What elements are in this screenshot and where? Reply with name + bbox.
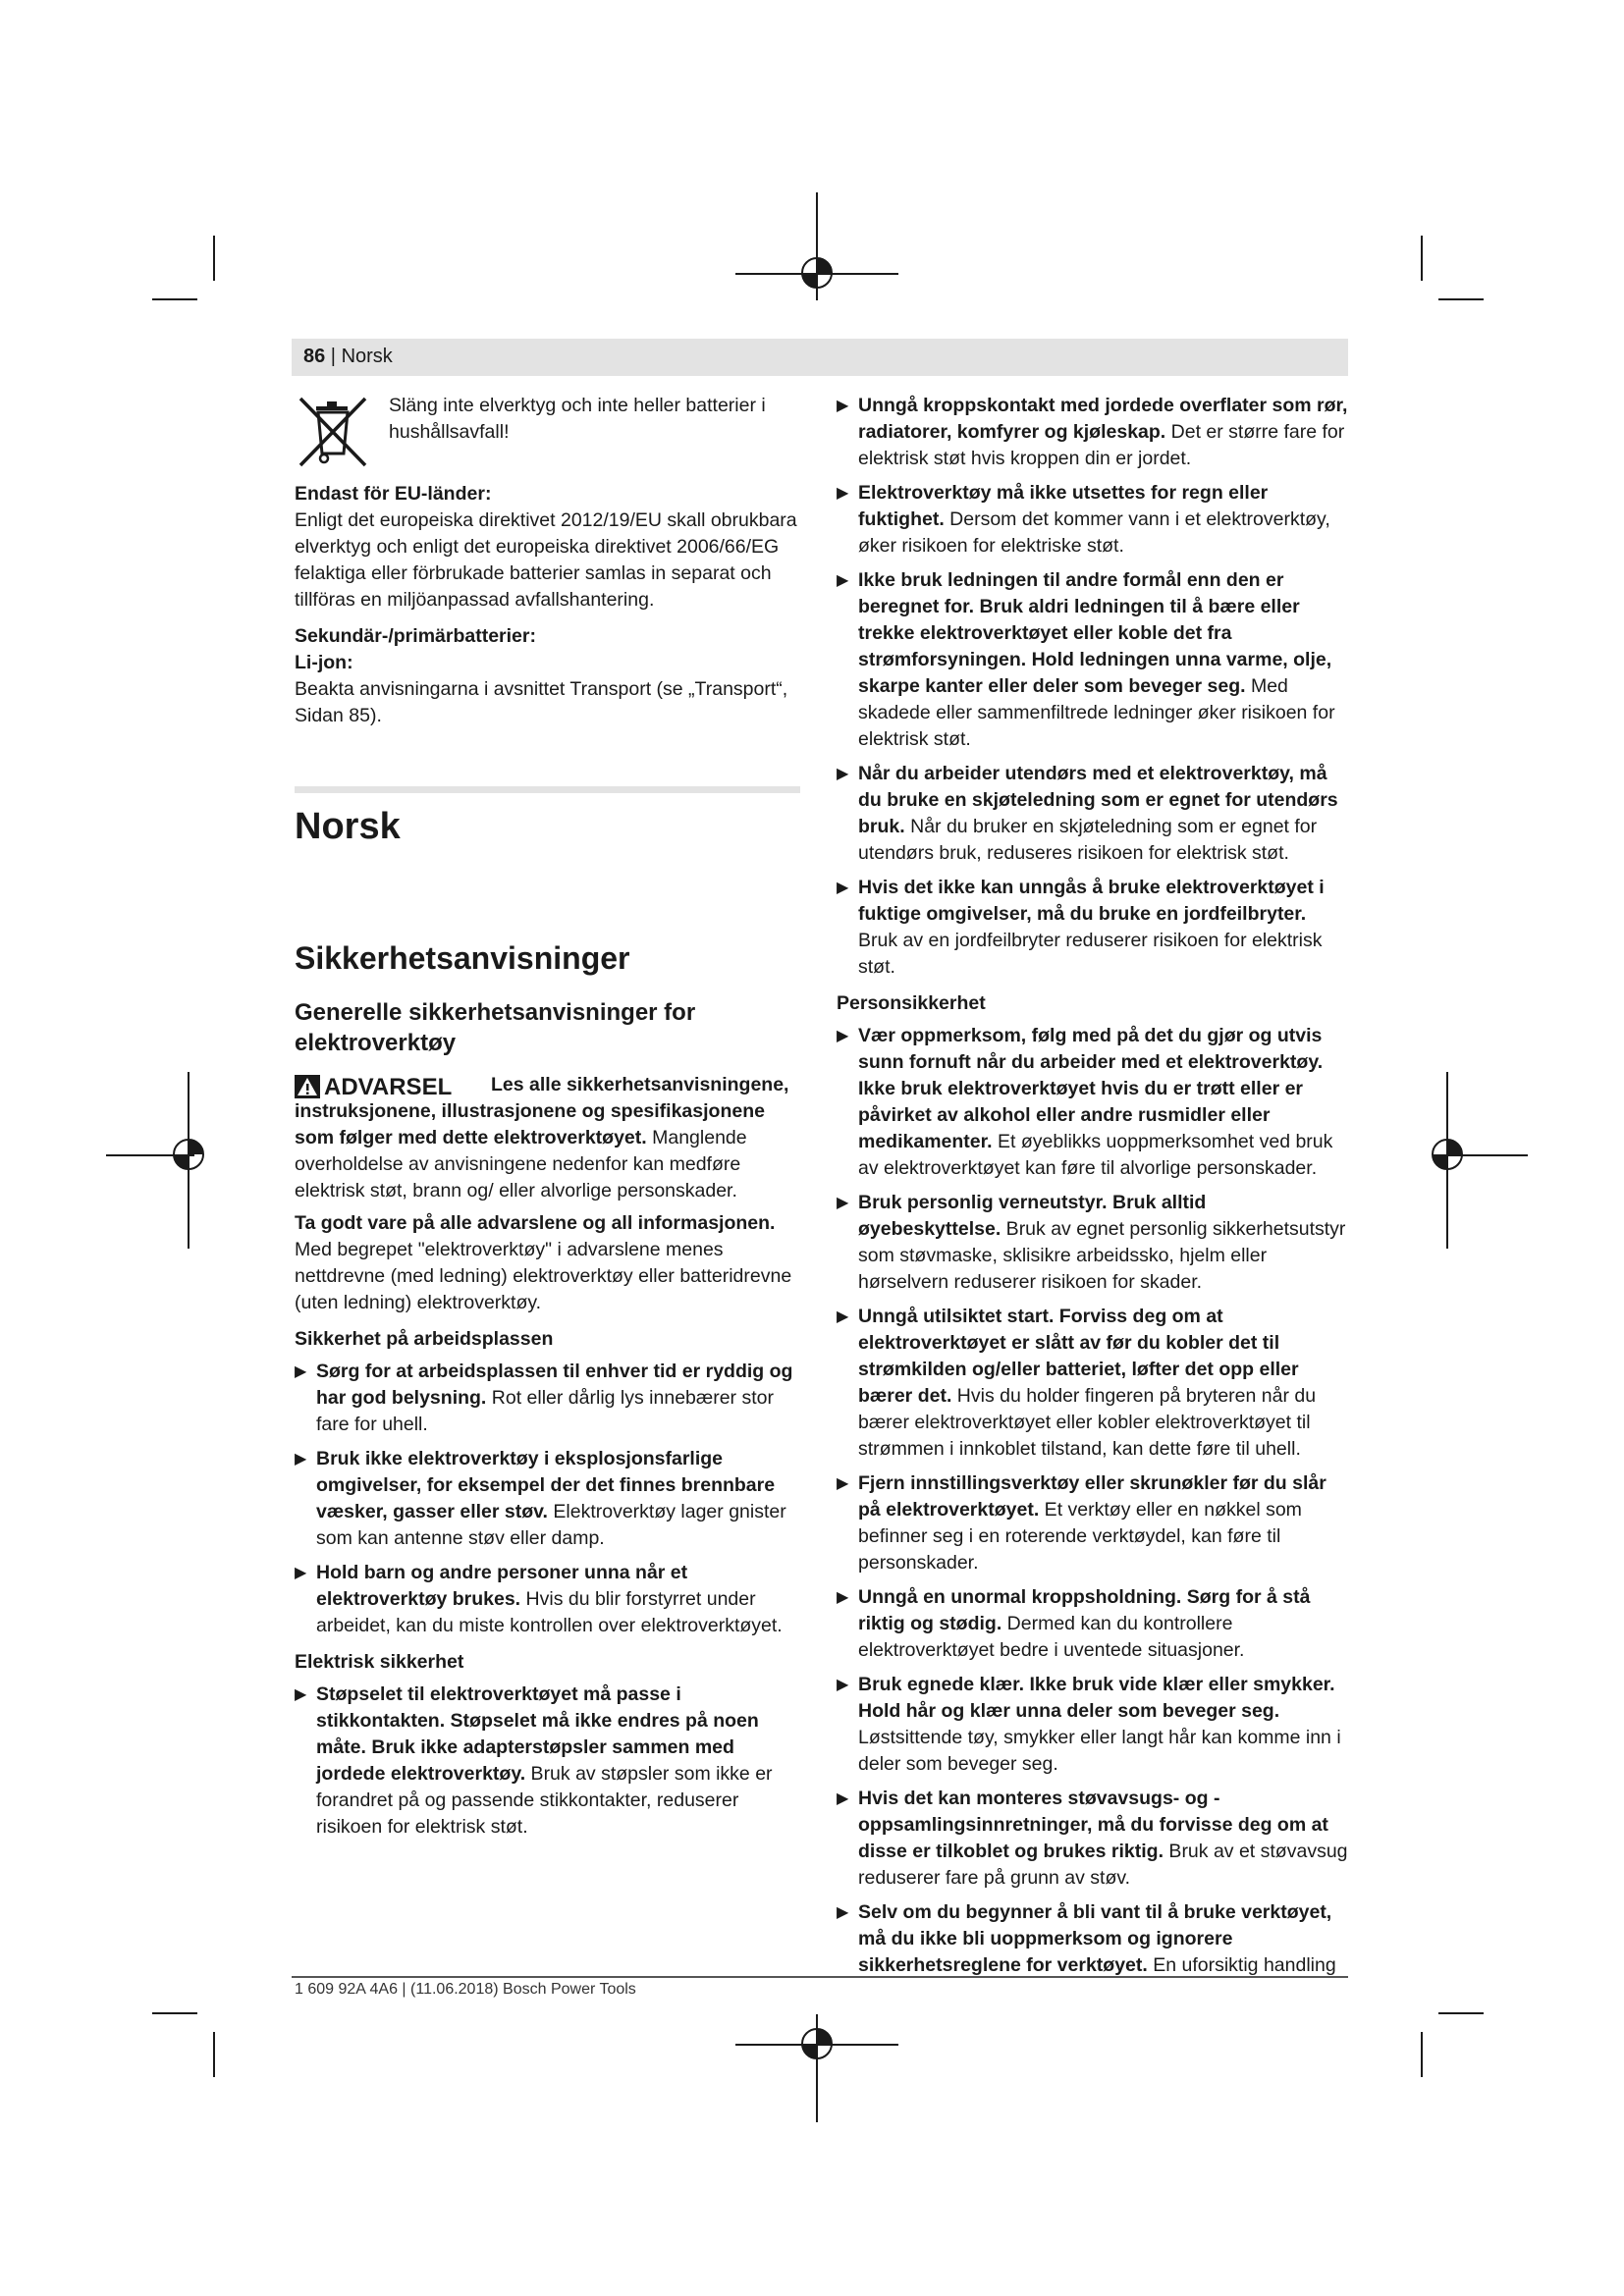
item-text: Elektroverktøy lager gnister som kan antenne støv eller damp. <box>316 1501 786 1549</box>
item-bold: Bruk egnede klær. Ikke bruk vide klær eller smykker. Hold hår og klær unna deler som beveger seg. <box>858 1674 1335 1722</box>
crop-mark <box>1421 2032 1423 2077</box>
weee-notice <box>295 393 800 471</box>
warning-badge <box>295 1072 491 1101</box>
item-text: Det er større fare for elektrisk støt hvis kroppen din er jordet. <box>858 421 1345 469</box>
battery-title: Sekundär-/primärbatterier: <box>295 625 536 647</box>
page-number: 86 <box>303 346 326 367</box>
item-text: Bruk av støpsler som ikke er forandret på og passende stikkontakter, reduserer risikoen for elektrisk støt. <box>316 1763 773 1838</box>
crop-mark <box>152 2012 197 2014</box>
item-bold: Sørg for at arbeidsplassen til enhver tid er ryddig og har god belysning. <box>316 1361 793 1409</box>
bullet-arrow-icon: ▶ <box>295 1686 307 1703</box>
list-item <box>295 1446 800 1552</box>
registration-mark-icon <box>1430 1137 1465 1172</box>
item-text: En uforsiktig handling <box>1147 1954 1336 1976</box>
warning-triangle-icon <box>295 1075 320 1098</box>
item-text: Med skadede eller sammenfiltrede ledninger øker risikoen for elektrisk støt. <box>858 675 1335 750</box>
item-text: Når du bruker en skjøteledning som er egnet for utendørs bruk, reduseres risikoen for elektrisk støt. <box>858 816 1318 864</box>
right-column <box>837 393 1349 1987</box>
list-item <box>837 1672 1349 1778</box>
bullet-arrow-icon: ▶ <box>837 880 849 896</box>
warning-label: ADVARSEL <box>324 1073 453 1100</box>
item-bold: Når du arbeider utendørs med et elektroverktøy, må du bruke en skjøteledning som er egnet for utendørs bruk. <box>858 763 1338 837</box>
electrical-list <box>295 1682 800 1841</box>
footer-divider <box>292 1976 1348 1978</box>
keep-notice: Ta godt vare på alle advarslene og all informasjonen. <box>295 1212 776 1234</box>
bullet-arrow-icon: ▶ <box>837 766 849 782</box>
item-text: Et verktøy eller en nøkkel som befinner seg i en roterende verktøydel, kan føre til personskader. <box>858 1499 1302 1574</box>
list-item <box>837 567 1349 753</box>
term-text: Med begrepet "elektroverktøy" i advarslene menes nettdrevne (med ledning) elektroverktøy eller batteridrevne (uten ledning) elektroverktøy. <box>295 1239 792 1313</box>
item-bold: Unngå utilsiktet start. Forviss deg om at elektroverktøyet er slått av før du kobler det til strømkilden og/eller batteriet, løfter det opp eller bærer det. <box>858 1306 1299 1407</box>
item-bold: Elektroverktøy må ikke utsettes for regn eller fuktighet. <box>858 482 1269 530</box>
header-language: Norsk <box>341 346 393 367</box>
item-bold: Støpselet til elektroverktøyet må passe i stikkontakten. Støpselet må ikke endres på noen måte. Bruk ikke adapterstøpsler sammen med jordede elektroverktøy. <box>316 1683 759 1785</box>
page-header <box>292 339 1348 376</box>
weee-text: Släng inte elverktyg och inte heller batterier i hushållsavfall! <box>389 395 766 443</box>
item-bold: Bruk personlig verneutstyr. Bruk alltid øyebeskyttelse. <box>858 1192 1207 1240</box>
registration-mark-icon <box>799 2026 835 2061</box>
item-text: Et øyeblikks uoppmerksomhet ved bruk av elektroverktøyet kan føre til alvorlige personskader. <box>858 1131 1333 1179</box>
left-column <box>295 393 800 1848</box>
bullet-arrow-icon: ▶ <box>837 1475 849 1492</box>
crop-mark <box>213 236 215 281</box>
list-item <box>295 1682 800 1841</box>
item-text: Bruk av en jordfeilbryter reduserer risikoen for elektrisk støt. <box>858 930 1323 978</box>
liion-text: Beakta anvisningarna i avsnittet Transport (se „Transport“, Sidan 85). <box>295 678 788 726</box>
item-bold: Hvis det kan monteres støvavsugs- og -oppsamlingsinnretninger, må du forvisse deg om at disse er tilkoblet og brukes riktig. <box>858 1788 1328 1862</box>
bullet-arrow-icon: ▶ <box>837 1589 849 1606</box>
list-item <box>295 1359 800 1438</box>
list-item <box>837 393 1349 472</box>
electrical-list-continued <box>837 393 1349 981</box>
item-bold: Selv om du begynner å bli vant til å bruke verktøyet, må du ikke bli uoppmerksom og ignorere sikkerhetsreglene for verktøyet. <box>858 1901 1332 1976</box>
item-bold: Hold barn og andre personer unna når et elektroverktøy brukes. <box>316 1562 688 1610</box>
crop-mark <box>213 2032 215 2077</box>
safety-heading: Sikkerhetsanvisninger <box>295 940 630 976</box>
eu-text: Enligt det europeiska direktivet 2012/19/EU skall obrukbara elverktyg och enligt det europeiska direktivet 2006/66/EG felaktiga eller förbrukade batterier samlas in separat och tillföras en miljöanpassad avfallshantering. <box>295 509 797 611</box>
item-text: Hvis du blir forstyrret under arbeidet, kan du miste kontrollen over elektroverktøyet. <box>316 1588 783 1636</box>
section-divider <box>295 786 800 793</box>
crop-mark <box>1438 2012 1484 2014</box>
bullet-arrow-icon: ▶ <box>837 1308 849 1325</box>
item-text: Løstsittende tøy, smykker eller langt hår kan komme inn i deler som beveger seg. <box>858 1727 1341 1775</box>
crop-mark <box>1438 298 1484 300</box>
workplace-title: Sikkerhet på arbeidsplassen <box>295 1328 554 1350</box>
list-item <box>837 1584 1349 1664</box>
item-text: Bruk av et støvavsug reduserer fare på grunn av støv. <box>858 1841 1348 1889</box>
general-safety-heading: Generelle sikkerhetsanvisninger for elektroverktøy <box>295 999 696 1056</box>
list-item <box>837 1786 1349 1892</box>
electrical-title: Elektrisk sikkerhet <box>295 1651 464 1673</box>
item-bold: Ikke bruk ledningen til andre formål enn den er beregnet for. Bruk aldri ledningen til å bære eller trekke elektroverktøyet eller koble det fra strømforsyningen. Hold ledningen unna varme, olje, skarpe kanter eller deler som beveger seg. <box>858 569 1332 697</box>
bullet-arrow-icon: ▶ <box>837 1904 849 1921</box>
bullet-arrow-icon: ▶ <box>295 1451 307 1468</box>
workplace-list <box>295 1359 800 1639</box>
item-bold: Unngå en unormal kroppsholdning. Sørg for å stå riktig og stødig. <box>858 1586 1311 1634</box>
item-bold: Bruk ikke elektroverktøy i eksplosjonsfarlige omgivelser, for eksempel der det finnes brennbare væsker, gasser eller støv. <box>316 1448 776 1522</box>
crop-mark <box>1421 236 1423 281</box>
list-item <box>837 1190 1349 1296</box>
list-item <box>837 875 1349 981</box>
bullet-arrow-icon: ▶ <box>837 1677 849 1693</box>
list-item <box>837 1023 1349 1182</box>
bullet-arrow-icon: ▶ <box>295 1363 307 1380</box>
item-text: Hvis du holder fingeren på bryteren når du bærer elektroverktøyet eller kobler elektroverktøyet til strømmen i innkoblet tilstand, kan dette føre til uhell. <box>858 1385 1317 1460</box>
registration-mark-icon <box>799 255 835 291</box>
list-item <box>837 761 1349 867</box>
header-text <box>303 346 393 368</box>
bullet-arrow-icon: ▶ <box>837 485 849 502</box>
bullet-arrow-icon: ▶ <box>837 398 849 414</box>
header-separator: | <box>325 346 342 367</box>
item-text: Dermed kan du kontrollere elektroverktøyet bedre i uventede situasjoner. <box>858 1613 1245 1661</box>
list-item <box>295 1560 800 1639</box>
eu-title: Endast för EU-länder: <box>295 483 492 505</box>
item-bold: Unngå kroppskontakt med jordede overflater som rør, radiatorer, komfyrer og kjøleskap. <box>858 395 1348 443</box>
bullet-arrow-icon: ▶ <box>837 1195 849 1211</box>
item-bold: Fjern innstillingsverktøy eller skrunøkler før du slår på elektroverktøyet. <box>858 1472 1326 1521</box>
list-item <box>837 1470 1349 1576</box>
footer-text: 1 609 92A 4A6 | (11.06.2018) Bosch Power Tools <box>295 1981 636 1998</box>
personal-title: Personsikkerhet <box>837 992 986 1014</box>
warning-bold: Les alle sikkerhetsanvisningene, instruksjonene, illustrasjonene og spesifikasjonene som følger med dette elektroverktøyet. <box>295 1074 789 1148</box>
item-text: Rot eller dårlig lys innebærer stor fare for uhell. <box>316 1387 774 1435</box>
personal-list <box>837 1023 1349 1979</box>
item-bold: Vær oppmerksom, følg med på det du gjør og utvis sunn fornuft når du arbeider med et elektroverktøy. Ikke bruk elektroverktøyet hvis du er trøtt eller er påvirket av alkohol eller andre rusmidler eller medikamenter. <box>858 1025 1324 1152</box>
item-text: Bruk av egnet personlig sikkerhetsutstyr som støvmaske, sklisikre arbeidssko, hjelm eller hørselvern reduserer risikoen for skader. <box>858 1218 1346 1293</box>
bullet-arrow-icon: ▶ <box>837 1028 849 1044</box>
item-text: Dersom det kommer vann i et elektroverktøy, øker risikoen for elektriske støt. <box>858 508 1330 557</box>
crossed-bin-icon <box>295 393 371 471</box>
registration-mark-icon <box>171 1137 206 1172</box>
crop-mark <box>152 298 197 300</box>
item-bold: Hvis det ikke kan unngås å bruke elektroverktøyet i fuktige omgivelser, må du bruke en jordfeilbryter. <box>858 877 1325 925</box>
list-item <box>837 480 1349 560</box>
bullet-arrow-icon: ▶ <box>837 1790 849 1807</box>
list-item <box>837 1304 1349 1463</box>
bullet-arrow-icon: ▶ <box>837 572 849 589</box>
bullet-arrow-icon: ▶ <box>295 1565 307 1581</box>
warning-rest: Manglende overholdelse av anvisningene nedenfor kan medføre elektrisk støt, brann og/ eller alvorlige personskader. <box>295 1127 747 1201</box>
language-heading: Norsk <box>295 806 401 847</box>
liion-title: Li-jon: <box>295 652 353 673</box>
list-item <box>837 1899 1349 1979</box>
